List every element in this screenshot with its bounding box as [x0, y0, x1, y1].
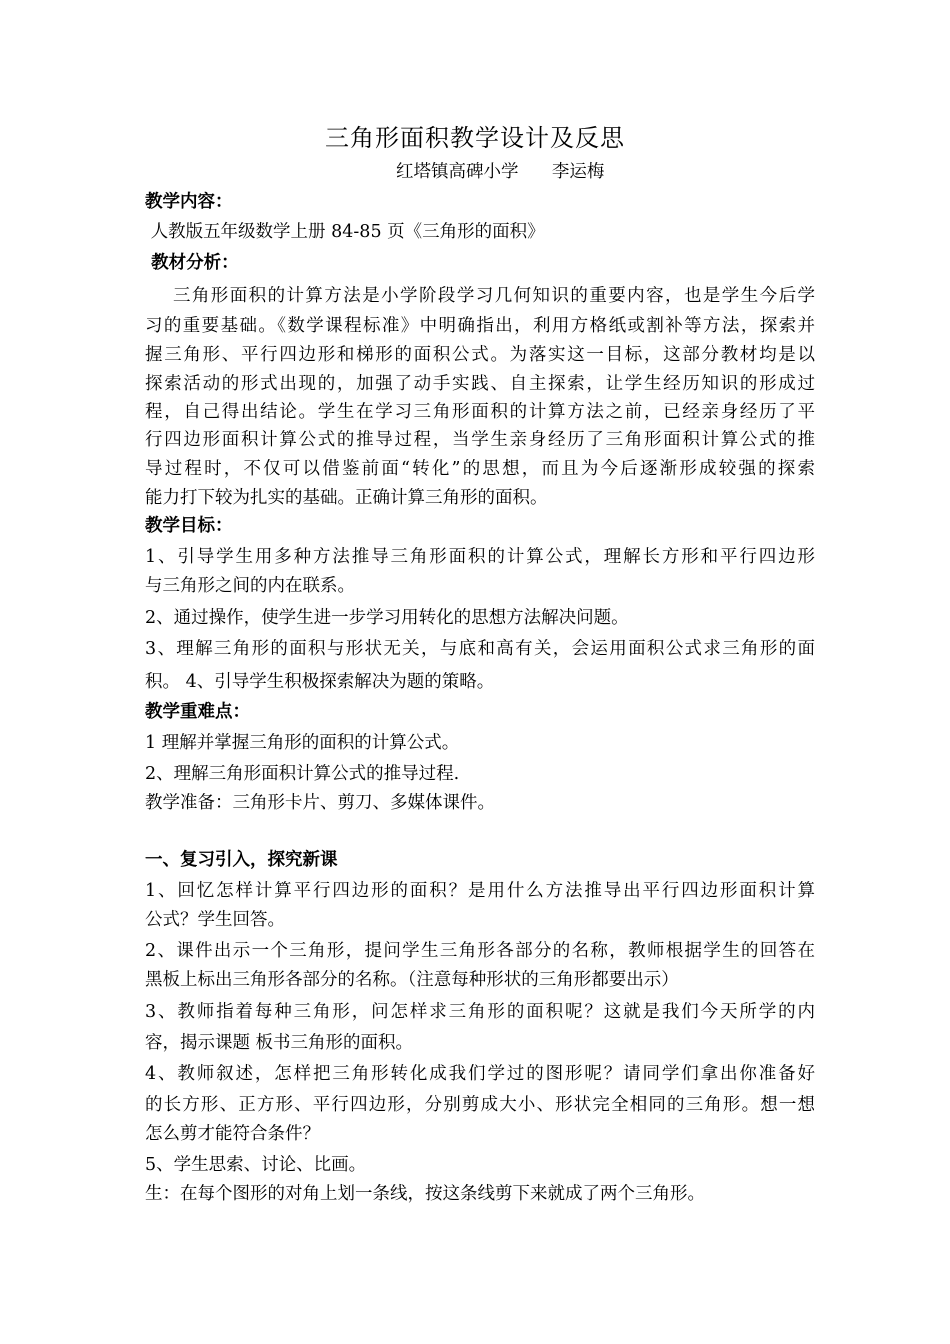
preparation-line: 教学准备：三角形卡片、剪刀、多媒体课件。 [145, 793, 495, 813]
analysis-heading: 教材分析： [145, 253, 239, 273]
section-line: 黑板上标出三角形各部分的名称。（注意每种形状的三角形都要出示） [145, 970, 679, 990]
section-heading: 一、复习引入，探究新课 [145, 850, 338, 870]
key-points-line: 2、理解三角形面积计算公式的推导过程. [145, 764, 460, 784]
analysis-line: 导过程时，不仅可以借鉴前面“转化”的思想，而且为今后逐渐形成较强的探索 [145, 459, 815, 479]
analysis-line: 握三角形、平行四边形和梯形的面积公式。为落实这一目标，这部分教材均是以 [145, 345, 815, 365]
document-author: 红塔镇高碑小学 李运梅 [396, 162, 605, 182]
section-line: 怎么剪才能符合条件？ [145, 1124, 320, 1144]
section-line: 容，揭示课题 板书三角形的面积。 [145, 1033, 414, 1053]
section-line: 4、教师叙述，怎样把三角形转化成我们学过的图形呢？请同学们拿出你准备好 [145, 1064, 815, 1084]
key-points-line: 1 理解并掌握三角形的面积的计算公式。 [145, 733, 460, 753]
document-title: 三角形面积教学设计及反思 [325, 124, 625, 152]
analysis-line: 行四边形面积计算公式的推导过程，当学生亲身经历了三角形面积计算公式的推 [145, 430, 815, 450]
analysis-line: 三角形面积的计算方法是小学阶段学习几何知识的重要内容，也是学生今后学 [145, 286, 815, 306]
goals-line: 与三角形之间的内在联系。 [145, 576, 355, 596]
section-line: 1、回忆怎样计算平行四边形的面积？是用什么方法推导出平行四边形面积计算 [145, 881, 815, 901]
analysis-line: 能力打下较为扎实的基础。正确计算三角形的面积。 [145, 488, 548, 508]
analysis-line: 习的重要基础。《数学课程标准》中明确指出，利用方格纸或割补等方法，探索并 [145, 316, 815, 336]
key-points-heading: 教学重难点： [145, 702, 250, 722]
analysis-line: 探索活动的形式出现的，加强了动手实践、自主探索，让学生经历知识的形成过 [145, 374, 815, 394]
section-line: 生：在每个图形的对角上划一条线，按这条线剪下来就成了两个三角形。 [145, 1184, 705, 1204]
goals-line: 2、通过操作，使学生进一步学习用转化的思想方法解决问题。 [145, 608, 629, 628]
analysis-line: 程，自己得出结论。学生在学习三角形面积的计算方法之前，已经亲身经历了平 [145, 402, 815, 422]
section-line: 的长方形、正方形、平行四边形，分别剪成大小、形状完全相同的三角形。想一想 [145, 1095, 815, 1115]
section-line: 2、课件出示一个三角形，提问学生三角形各部分的名称，教师根据学生的回答在 [145, 941, 815, 961]
content-text: 人教版五年级数学上册 84-85 页《三角形的面积》 [145, 222, 545, 242]
section-line: 公式？学生回答。 [145, 910, 285, 930]
goals-heading: 教学目标： [145, 516, 233, 536]
content-heading: 教学内容： [145, 192, 233, 212]
goals-line: 3、理解三角形的面积与形状无关，与底和高有关，会运用面积公式求三角形的面 [145, 639, 815, 659]
goals-line: 1、引导学生用多种方法推导三角形面积的计算公式，理解长方形和平行四边形 [145, 547, 815, 567]
goals-line: 积。 4、引导学生积极探索解决为题的策略。 [145, 672, 495, 692]
section-line: 5、学生思索、讨论、比画。 [145, 1155, 367, 1175]
section-line: 3、教师指着每种三角形，问怎样求三角形的面积呢？这就是我们今天所学的内 [145, 1002, 815, 1022]
